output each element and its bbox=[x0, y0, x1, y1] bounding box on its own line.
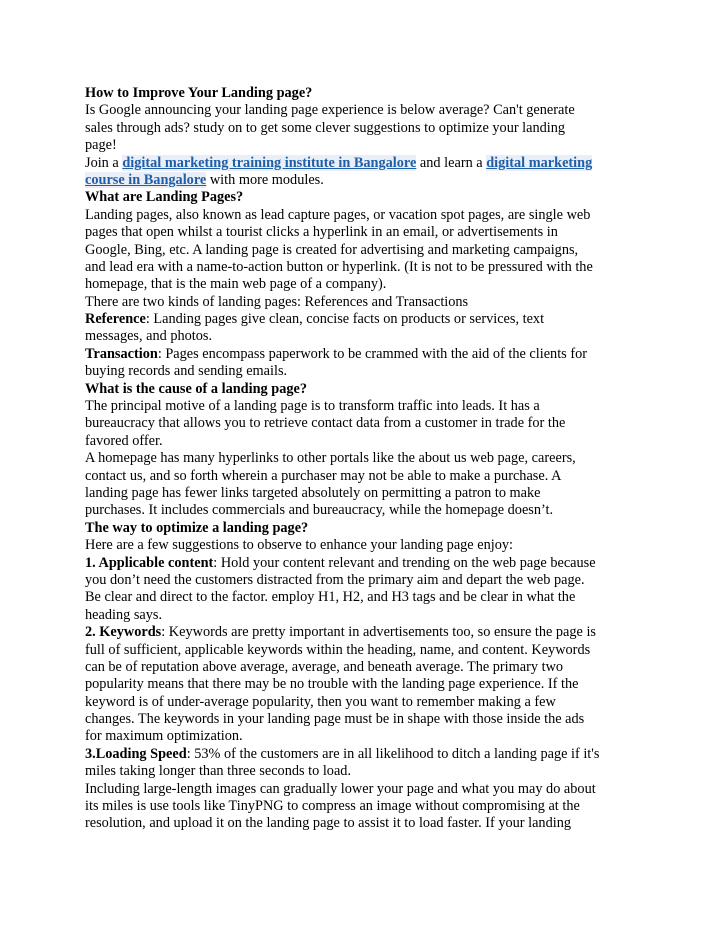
join-line bbox=[85, 155, 637, 172]
paragraph-line: contact us, and so forth wherein a purchaser may not be able to make a purchase. A bbox=[85, 467, 562, 484]
tip3-line: miles taking longer than three seconds to load. bbox=[85, 763, 352, 780]
paragraph-line: The principal motive of a landing page is to transform traffic into leads. It has a bbox=[85, 398, 540, 415]
tip1-line: Be clear and direct to the factor. employ H1, H2, and H3 tags and be clear in what the bbox=[85, 589, 576, 606]
join-suffix: with more modules. bbox=[206, 171, 324, 188]
paragraph-line: favored offer. bbox=[85, 432, 163, 449]
reference-line-2: messages, and photos. bbox=[85, 328, 213, 345]
transaction-text: : Pages encompass paperwork to be crammed with the aid of the clients for bbox=[157, 345, 587, 362]
tip2-line: popularity means that there may be no trouble with the landing page experience. If the bbox=[85, 676, 579, 693]
paragraph-line: A homepage has many hyperlinks to other portals like the about us web page, careers, bbox=[85, 450, 576, 467]
transaction-line-2: buying records and sending emails. bbox=[85, 363, 288, 380]
join-prefix: Join a bbox=[85, 154, 123, 171]
paragraph-line: Landing pages, also known as lead capture pages, or vacation spot pages, are single web bbox=[85, 206, 591, 223]
tip3-line bbox=[85, 746, 637, 763]
paragraph-line: and lead era with a name-to-action button or hyperlink. (It is not to be pressured with the bbox=[85, 258, 593, 275]
paragraph-line: Here are a few suggestions to observe to enhance your landing page enjoy: bbox=[85, 537, 513, 554]
tip3-term: 3.Loading Speed bbox=[85, 745, 187, 762]
tip1-line bbox=[85, 555, 637, 572]
heading-cause: What is the cause of a landing page? bbox=[85, 380, 308, 397]
document-title: How to Improve Your Landing page? bbox=[85, 85, 313, 101]
tip1-line: you don’t need the customers distracted from the primary aim and depart the web page. bbox=[85, 571, 585, 588]
intro-line: page! bbox=[85, 137, 117, 154]
intro-line: Is Google announcing your landing page experience is below average? Can't generate bbox=[85, 102, 575, 119]
course-link-part2[interactable]: course in Bangalore bbox=[85, 171, 207, 188]
document-page bbox=[85, 85, 637, 833]
course-link-part1[interactable]: digital marketing bbox=[486, 154, 593, 171]
training-institute-link[interactable]: digital marketing training institute in Bangalore bbox=[122, 154, 417, 171]
paragraph-line: Google, Bing, etc. A landing page is created for advertising and marketing campaigns, bbox=[85, 241, 579, 258]
tip2-line: for maximum optimization. bbox=[85, 728, 243, 745]
paragraph-line: There are two kinds of landing pages: References and Transactions bbox=[85, 293, 469, 310]
tip2-line: changes. The keywords in your landing page must be in shape with those inside the ads bbox=[85, 711, 585, 728]
tip1-line: heading says. bbox=[85, 606, 163, 623]
join-line-2 bbox=[85, 172, 637, 189]
tip2-line: can be of reputation above average, average, and beneath average. The primary two bbox=[85, 658, 564, 675]
join-middle: and learn a bbox=[416, 154, 487, 171]
transaction-line bbox=[85, 346, 637, 363]
paragraph-line: homepage, that is the main web page of a company). bbox=[85, 276, 387, 293]
tip3-line: resolution, and upload it on the landing page to assist it to load faster. If your landing bbox=[85, 815, 572, 832]
tip2-text: : Keywords are pretty important in advertisements too, so ensure the page is bbox=[161, 624, 596, 641]
tip2-line bbox=[85, 624, 637, 641]
heading-what-are-landing-pages: What are Landing Pages? bbox=[85, 189, 244, 206]
intro-line: sales through ads? study on to get some clever suggestions to optimize your landing bbox=[85, 119, 566, 136]
tip1-text: : Hold your content relevant and trending on the web page because bbox=[213, 554, 596, 571]
tip2-line: full of sufficient, applicable keywords within the heading, name, and content. Keywords bbox=[85, 641, 591, 658]
reference-text: : Landing pages give clean, concise facts on products or services, text bbox=[145, 311, 545, 328]
tip3-line: its miles is use tools like TinyPNG to compress an image without compromising at the bbox=[85, 798, 580, 815]
heading-optimize: The way to optimize a landing page? bbox=[85, 519, 309, 536]
tip1-term: 1. Applicable content bbox=[85, 554, 214, 571]
tip3-line: Including large-length images can gradually lower your page and what you may do about bbox=[85, 780, 596, 797]
reference-line bbox=[85, 311, 637, 328]
paragraph-line: landing page has fewer links targeted absolutely on permitting a patron to make bbox=[85, 484, 541, 501]
tip3-text: : 53% of the customers are in all likelihood to ditch a landing page if it's bbox=[186, 745, 600, 762]
tip2-term: 2. Keywords bbox=[85, 624, 162, 641]
reference-term: Reference bbox=[85, 311, 146, 328]
transaction-term: Transaction bbox=[85, 345, 158, 362]
paragraph-line: pages that open whilst a tourist clicks a hyperlink in an email, or advertisements in bbox=[85, 224, 558, 241]
tip2-line: keyword is of under-average popularity, then you want to remember making a few bbox=[85, 693, 556, 710]
paragraph-line: bureaucracy that allows you to retrieve contact data from a customer in trade for the bbox=[85, 415, 566, 432]
paragraph-line: purchases. It includes commercials and bureaucracy, while the homepage doesn’t. bbox=[85, 502, 554, 519]
